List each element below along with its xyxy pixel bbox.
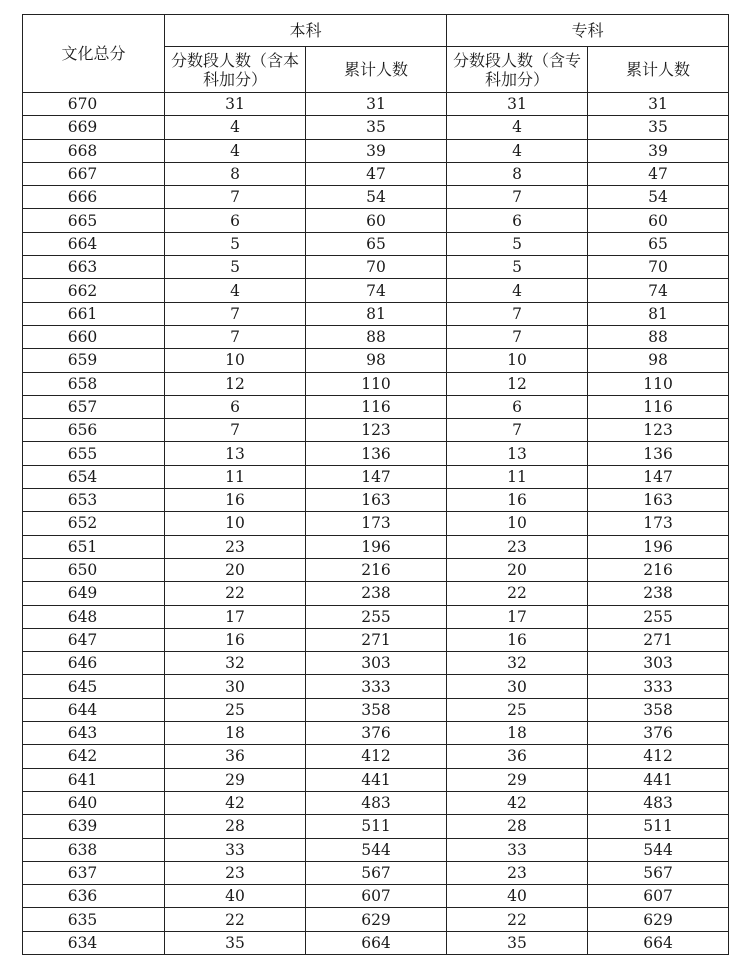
- score-cell: 637: [23, 861, 165, 884]
- zhuanke-segment-cell: 22: [447, 908, 588, 931]
- zhuanke-segment-cell: 12: [447, 372, 588, 395]
- zhuanke-cumulative-cell: 376: [588, 722, 729, 745]
- zhuanke-segment-cell: 42: [447, 791, 588, 814]
- table-row: [23, 465, 729, 488]
- benke-cumulative-cell: 47: [306, 162, 447, 185]
- zhuanke-cumulative-cell: 441: [588, 768, 729, 791]
- score-cell: 645: [23, 675, 165, 698]
- benke-segment-cell: 31: [165, 93, 306, 116]
- benke-segment-cell: 42: [165, 791, 306, 814]
- score-cell: 670: [23, 93, 165, 116]
- benke-cumulative-cell: 664: [306, 931, 447, 954]
- zhuanke-cumulative-cell: 173: [588, 512, 729, 535]
- header-zhuanke-cumulative: 累计人数: [588, 47, 729, 93]
- zhuanke-segment-cell: 10: [447, 349, 588, 372]
- zhuanke-cumulative-cell: 136: [588, 442, 729, 465]
- table-row: [23, 419, 729, 442]
- score-cell: 641: [23, 768, 165, 791]
- benke-cumulative-cell: 60: [306, 209, 447, 232]
- benke-cumulative-cell: 163: [306, 489, 447, 512]
- zhuanke-cumulative-cell: 163: [588, 489, 729, 512]
- benke-segment-cell: 30: [165, 675, 306, 698]
- benke-segment-cell: 16: [165, 489, 306, 512]
- benke-segment-cell: 7: [165, 325, 306, 348]
- benke-cumulative-cell: 238: [306, 582, 447, 605]
- benke-segment-cell: 36: [165, 745, 306, 768]
- benke-cumulative-cell: 271: [306, 628, 447, 651]
- score-cell: 648: [23, 605, 165, 628]
- score-cell: 642: [23, 745, 165, 768]
- zhuanke-cumulative-cell: 116: [588, 395, 729, 418]
- zhuanke-cumulative-cell: 47: [588, 162, 729, 185]
- benke-cumulative-cell: 147: [306, 465, 447, 488]
- zhuanke-segment-cell: 25: [447, 698, 588, 721]
- zhuanke-cumulative-cell: 303: [588, 652, 729, 675]
- benke-cumulative-cell: 358: [306, 698, 447, 721]
- zhuanke-segment-cell: 6: [447, 209, 588, 232]
- table-row: [23, 279, 729, 302]
- benke-cumulative-cell: 98: [306, 349, 447, 372]
- score-cell: 661: [23, 302, 165, 325]
- header-group-zhuanke: 专科: [447, 15, 729, 47]
- table-row: [23, 116, 729, 139]
- benke-cumulative-cell: 81: [306, 302, 447, 325]
- benke-segment-cell: 10: [165, 512, 306, 535]
- table-row: [23, 302, 729, 325]
- table-row: [23, 139, 729, 162]
- table-header: [23, 15, 729, 93]
- score-cell: 667: [23, 162, 165, 185]
- table-row: [23, 209, 729, 232]
- benke-segment-cell: 28: [165, 815, 306, 838]
- table-row: [23, 349, 729, 372]
- table-row: [23, 372, 729, 395]
- zhuanke-cumulative-cell: 607: [588, 885, 729, 908]
- benke-cumulative-cell: 412: [306, 745, 447, 768]
- benke-cumulative-cell: 333: [306, 675, 447, 698]
- score-cell: 644: [23, 698, 165, 721]
- benke-cumulative-cell: 629: [306, 908, 447, 931]
- benke-segment-cell: 23: [165, 535, 306, 558]
- score-cell: 638: [23, 838, 165, 861]
- zhuanke-segment-cell: 11: [447, 465, 588, 488]
- table-row: [23, 256, 729, 279]
- table-row: [23, 838, 729, 861]
- table-body: [23, 93, 729, 955]
- benke-cumulative-cell: 65: [306, 232, 447, 255]
- benke-segment-cell: 32: [165, 652, 306, 675]
- benke-segment-cell: 22: [165, 908, 306, 931]
- score-cell: 651: [23, 535, 165, 558]
- benke-cumulative-cell: 196: [306, 535, 447, 558]
- zhuanke-segment-cell: 35: [447, 931, 588, 954]
- score-cell: 653: [23, 489, 165, 512]
- zhuanke-cumulative-cell: 412: [588, 745, 729, 768]
- header-group-benke: 本科: [165, 15, 447, 47]
- score-cell: 657: [23, 395, 165, 418]
- score-cell: 654: [23, 465, 165, 488]
- zhuanke-cumulative-cell: 88: [588, 325, 729, 348]
- score-cell: 650: [23, 558, 165, 581]
- benke-segment-cell: 29: [165, 768, 306, 791]
- zhuanke-segment-cell: 36: [447, 745, 588, 768]
- score-cell: 666: [23, 186, 165, 209]
- zhuanke-segment-cell: 7: [447, 186, 588, 209]
- benke-segment-cell: 13: [165, 442, 306, 465]
- zhuanke-cumulative-cell: 60: [588, 209, 729, 232]
- zhuanke-cumulative-cell: 70: [588, 256, 729, 279]
- score-cell: 636: [23, 885, 165, 908]
- benke-cumulative-cell: 255: [306, 605, 447, 628]
- table-row: [23, 885, 729, 908]
- benke-cumulative-cell: 303: [306, 652, 447, 675]
- header-score: 文化总分: [23, 15, 165, 93]
- benke-segment-cell: 5: [165, 232, 306, 255]
- score-distribution-table: [22, 14, 729, 955]
- table-row: [23, 535, 729, 558]
- zhuanke-segment-cell: 33: [447, 838, 588, 861]
- zhuanke-segment-cell: 32: [447, 652, 588, 675]
- table-row: [23, 768, 729, 791]
- score-cell: 652: [23, 512, 165, 535]
- benke-segment-cell: 4: [165, 139, 306, 162]
- score-cell: 655: [23, 442, 165, 465]
- benke-segment-cell: 33: [165, 838, 306, 861]
- zhuanke-segment-cell: 17: [447, 605, 588, 628]
- benke-cumulative-cell: 216: [306, 558, 447, 581]
- benke-cumulative-cell: 441: [306, 768, 447, 791]
- zhuanke-segment-cell: 7: [447, 419, 588, 442]
- zhuanke-segment-cell: 29: [447, 768, 588, 791]
- benke-segment-cell: 5: [165, 256, 306, 279]
- table-row: [23, 325, 729, 348]
- zhuanke-cumulative-cell: 333: [588, 675, 729, 698]
- score-cell: 639: [23, 815, 165, 838]
- benke-cumulative-cell: 116: [306, 395, 447, 418]
- zhuanke-segment-cell: 6: [447, 395, 588, 418]
- zhuanke-segment-cell: 5: [447, 256, 588, 279]
- table-row: [23, 162, 729, 185]
- header-zhuanke-segment: 分数段人数（含专科加分）: [447, 47, 588, 93]
- zhuanke-cumulative-cell: 567: [588, 861, 729, 884]
- benke-segment-cell: 6: [165, 395, 306, 418]
- benke-cumulative-cell: 88: [306, 325, 447, 348]
- table-row: [23, 442, 729, 465]
- zhuanke-cumulative-cell: 216: [588, 558, 729, 581]
- benke-segment-cell: 6: [165, 209, 306, 232]
- benke-cumulative-cell: 74: [306, 279, 447, 302]
- table-row: [23, 489, 729, 512]
- benke-segment-cell: 12: [165, 372, 306, 395]
- benke-segment-cell: 7: [165, 302, 306, 325]
- benke-segment-cell: 16: [165, 628, 306, 651]
- zhuanke-cumulative-cell: 123: [588, 419, 729, 442]
- benke-segment-cell: 22: [165, 582, 306, 605]
- zhuanke-segment-cell: 5: [447, 232, 588, 255]
- score-cell: 640: [23, 791, 165, 814]
- benke-segment-cell: 4: [165, 279, 306, 302]
- score-cell: 656: [23, 419, 165, 442]
- benke-segment-cell: 35: [165, 931, 306, 954]
- zhuanke-cumulative-cell: 196: [588, 535, 729, 558]
- table-row: [23, 232, 729, 255]
- table-row: [23, 675, 729, 698]
- zhuanke-segment-cell: 28: [447, 815, 588, 838]
- zhuanke-cumulative-cell: 65: [588, 232, 729, 255]
- score-cell: 649: [23, 582, 165, 605]
- header-row-group: [23, 15, 729, 47]
- table-row: [23, 908, 729, 931]
- zhuanke-cumulative-cell: 511: [588, 815, 729, 838]
- zhuanke-segment-cell: 40: [447, 885, 588, 908]
- zhuanke-cumulative-cell: 31: [588, 93, 729, 116]
- score-cell: 635: [23, 908, 165, 931]
- table-row: [23, 861, 729, 884]
- zhuanke-cumulative-cell: 544: [588, 838, 729, 861]
- zhuanke-cumulative-cell: 74: [588, 279, 729, 302]
- benke-cumulative-cell: 376: [306, 722, 447, 745]
- zhuanke-cumulative-cell: 271: [588, 628, 729, 651]
- score-cell: 668: [23, 139, 165, 162]
- benke-cumulative-cell: 110: [306, 372, 447, 395]
- zhuanke-segment-cell: 20: [447, 558, 588, 581]
- benke-segment-cell: 7: [165, 186, 306, 209]
- benke-segment-cell: 11: [165, 465, 306, 488]
- zhuanke-segment-cell: 10: [447, 512, 588, 535]
- benke-cumulative-cell: 35: [306, 116, 447, 139]
- zhuanke-cumulative-cell: 98: [588, 349, 729, 372]
- zhuanke-cumulative-cell: 35: [588, 116, 729, 139]
- zhuanke-cumulative-cell: 39: [588, 139, 729, 162]
- zhuanke-segment-cell: 31: [447, 93, 588, 116]
- benke-segment-cell: 17: [165, 605, 306, 628]
- benke-cumulative-cell: 123: [306, 419, 447, 442]
- benke-segment-cell: 40: [165, 885, 306, 908]
- score-cell: 665: [23, 209, 165, 232]
- benke-segment-cell: 23: [165, 861, 306, 884]
- table-row: [23, 605, 729, 628]
- zhuanke-cumulative-cell: 629: [588, 908, 729, 931]
- table-row: [23, 791, 729, 814]
- table-row: [23, 93, 729, 116]
- zhuanke-cumulative-cell: 110: [588, 372, 729, 395]
- zhuanke-segment-cell: 7: [447, 302, 588, 325]
- score-cell: 664: [23, 232, 165, 255]
- table-row: [23, 628, 729, 651]
- table-row: [23, 652, 729, 675]
- zhuanke-segment-cell: 13: [447, 442, 588, 465]
- zhuanke-segment-cell: 7: [447, 325, 588, 348]
- zhuanke-cumulative-cell: 238: [588, 582, 729, 605]
- score-cell: 634: [23, 931, 165, 954]
- zhuanke-cumulative-cell: 664: [588, 931, 729, 954]
- header-benke-segment: 分数段人数（含本科加分）: [165, 47, 306, 93]
- score-cell: 660: [23, 325, 165, 348]
- benke-segment-cell: 18: [165, 722, 306, 745]
- score-cell: 643: [23, 722, 165, 745]
- benke-cumulative-cell: 567: [306, 861, 447, 884]
- zhuanke-segment-cell: 18: [447, 722, 588, 745]
- table-row: [23, 931, 729, 954]
- benke-cumulative-cell: 39: [306, 139, 447, 162]
- table-row: [23, 745, 729, 768]
- score-cell: 662: [23, 279, 165, 302]
- zhuanke-cumulative-cell: 54: [588, 186, 729, 209]
- score-cell: 659: [23, 349, 165, 372]
- benke-segment-cell: 25: [165, 698, 306, 721]
- zhuanke-cumulative-cell: 81: [588, 302, 729, 325]
- benke-cumulative-cell: 136: [306, 442, 447, 465]
- benke-segment-cell: 7: [165, 419, 306, 442]
- zhuanke-cumulative-cell: 483: [588, 791, 729, 814]
- zhuanke-segment-cell: 22: [447, 582, 588, 605]
- score-cell: 658: [23, 372, 165, 395]
- zhuanke-segment-cell: 30: [447, 675, 588, 698]
- score-cell: 663: [23, 256, 165, 279]
- table-row: [23, 582, 729, 605]
- table-row: [23, 186, 729, 209]
- benke-cumulative-cell: 70: [306, 256, 447, 279]
- zhuanke-segment-cell: 4: [447, 279, 588, 302]
- benke-segment-cell: 10: [165, 349, 306, 372]
- table-row: [23, 722, 729, 745]
- benke-cumulative-cell: 31: [306, 93, 447, 116]
- benke-segment-cell: 8: [165, 162, 306, 185]
- zhuanke-segment-cell: 4: [447, 116, 588, 139]
- benke-cumulative-cell: 483: [306, 791, 447, 814]
- zhuanke-cumulative-cell: 255: [588, 605, 729, 628]
- benke-segment-cell: 4: [165, 116, 306, 139]
- zhuanke-cumulative-cell: 358: [588, 698, 729, 721]
- table-row: [23, 558, 729, 581]
- score-cell: 669: [23, 116, 165, 139]
- zhuanke-segment-cell: 16: [447, 489, 588, 512]
- table-row: [23, 698, 729, 721]
- header-benke-cumulative: 累计人数: [306, 47, 447, 93]
- zhuanke-cumulative-cell: 147: [588, 465, 729, 488]
- score-cell: 647: [23, 628, 165, 651]
- table-row: [23, 395, 729, 418]
- zhuanke-segment-cell: 23: [447, 861, 588, 884]
- benke-cumulative-cell: 54: [306, 186, 447, 209]
- table-row: [23, 815, 729, 838]
- zhuanke-segment-cell: 16: [447, 628, 588, 651]
- benke-cumulative-cell: 607: [306, 885, 447, 908]
- zhuanke-segment-cell: 4: [447, 139, 588, 162]
- score-cell: 646: [23, 652, 165, 675]
- zhuanke-segment-cell: 23: [447, 535, 588, 558]
- table-row: [23, 512, 729, 535]
- benke-cumulative-cell: 544: [306, 838, 447, 861]
- zhuanke-segment-cell: 8: [447, 162, 588, 185]
- benke-cumulative-cell: 173: [306, 512, 447, 535]
- benke-cumulative-cell: 511: [306, 815, 447, 838]
- benke-segment-cell: 20: [165, 558, 306, 581]
